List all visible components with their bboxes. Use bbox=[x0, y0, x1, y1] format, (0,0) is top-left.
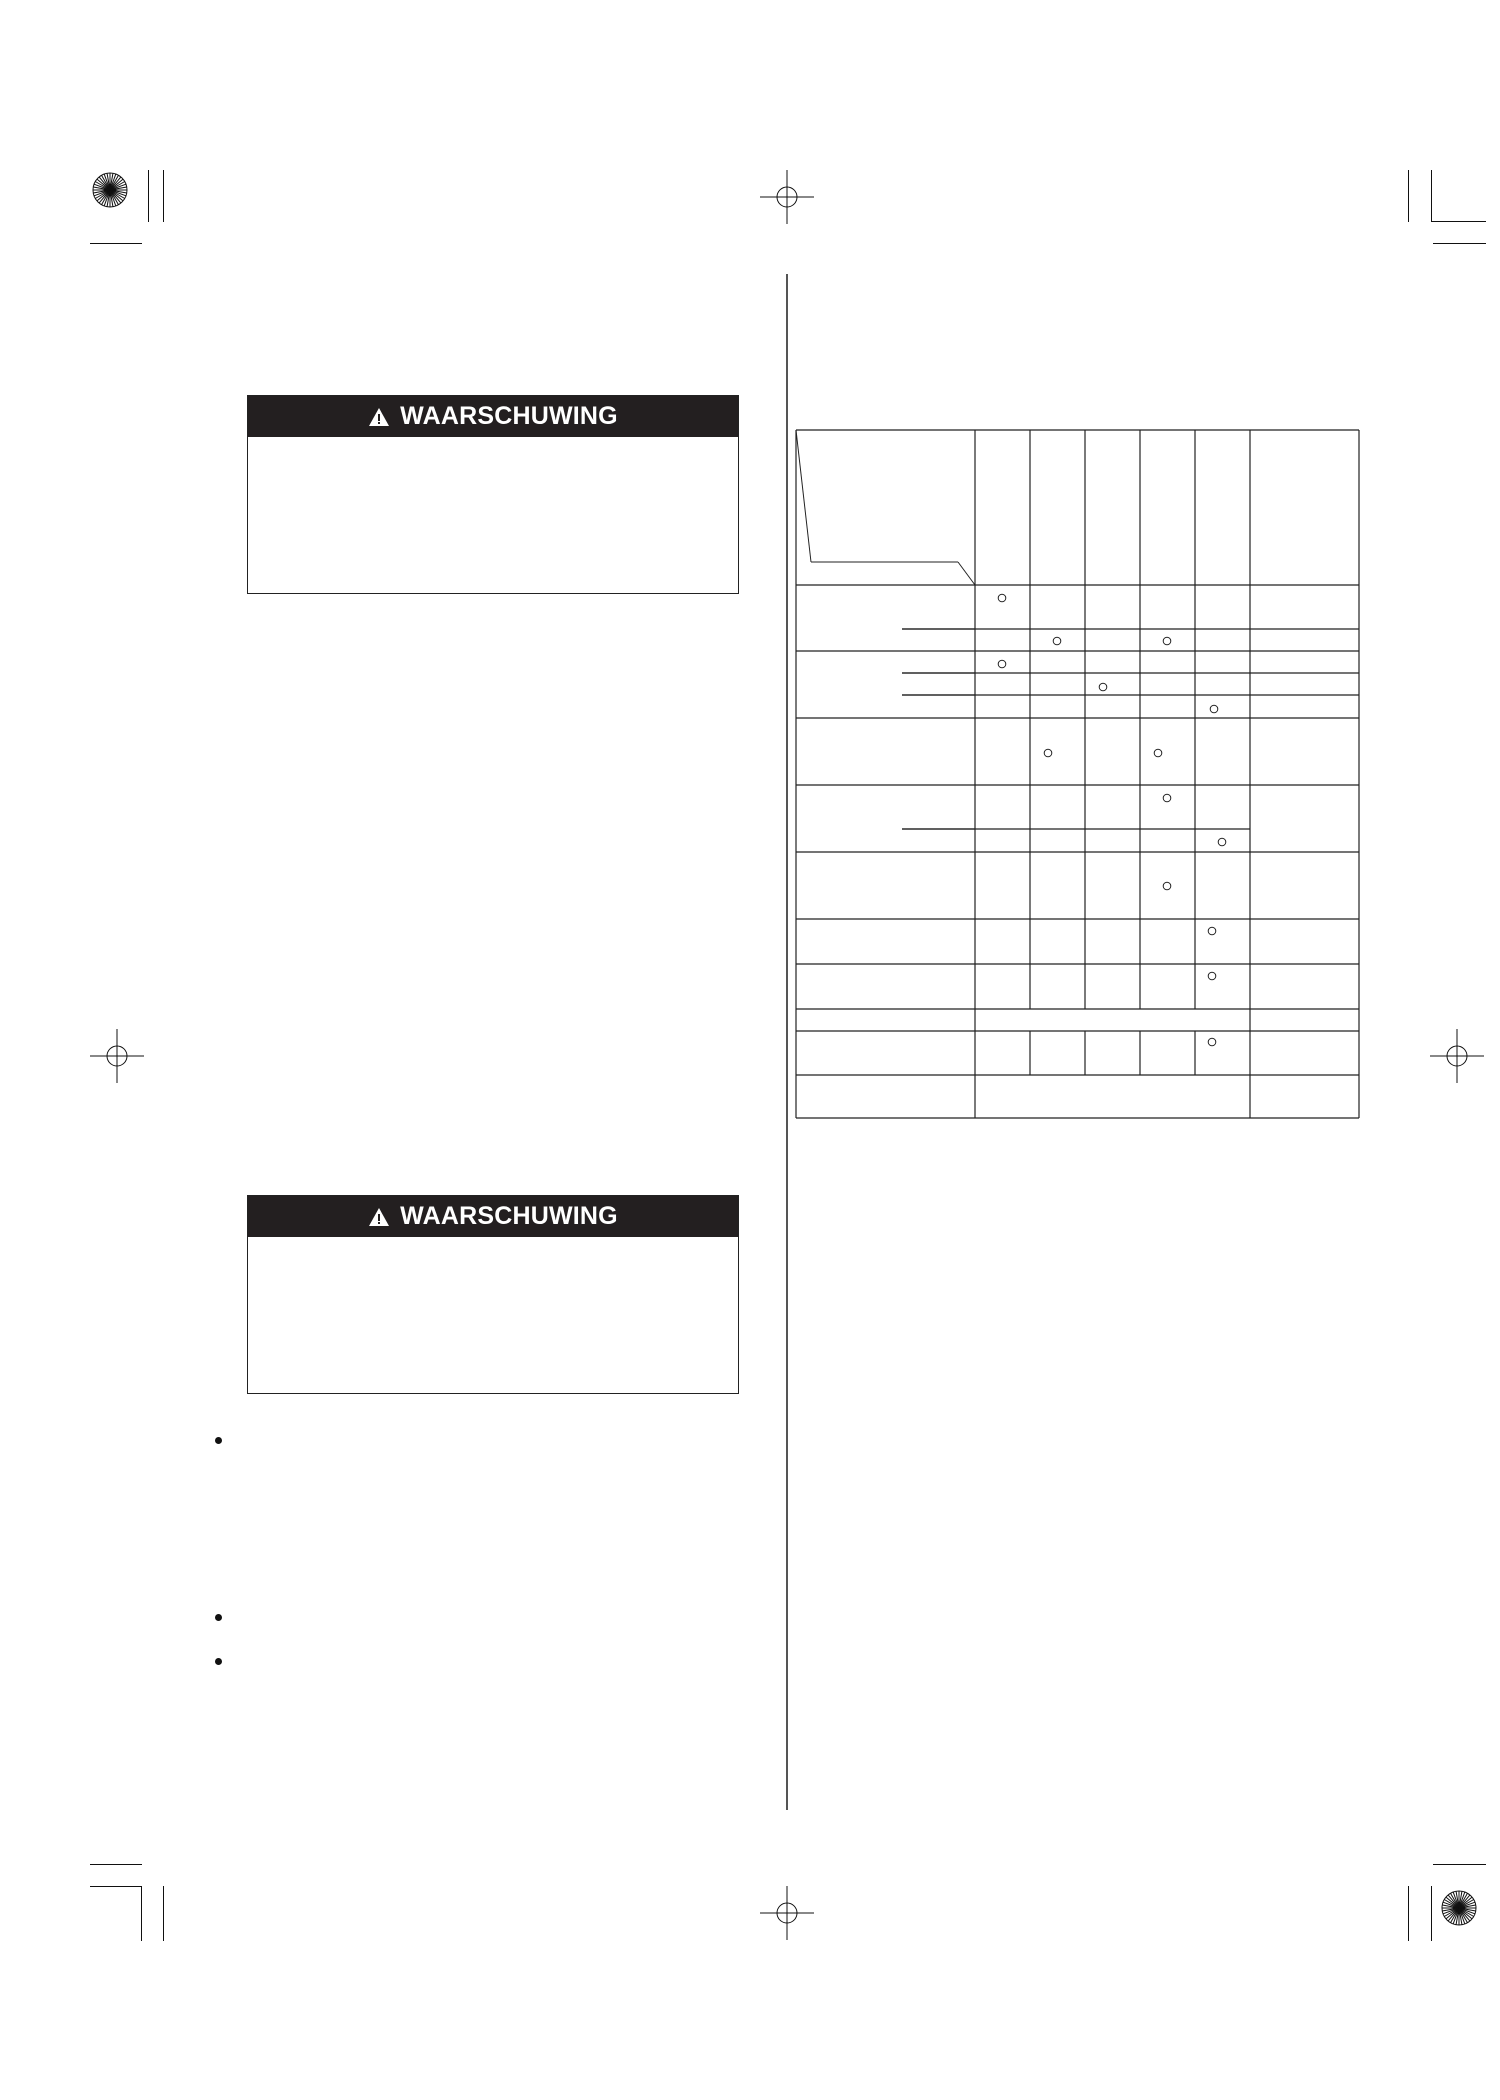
table-rule bbox=[958, 562, 975, 585]
check-mark bbox=[1208, 1038, 1216, 1046]
warning-title: WAARSCHUWING bbox=[400, 402, 618, 430]
check-mark bbox=[998, 660, 1006, 668]
check-mark bbox=[1210, 705, 1218, 713]
check-mark bbox=[1208, 927, 1216, 935]
check-mark bbox=[1163, 882, 1171, 890]
warning-title: WAARSCHUWING bbox=[400, 1202, 618, 1230]
check-mark bbox=[1099, 683, 1107, 691]
check-mark bbox=[1163, 794, 1171, 802]
check-mark bbox=[1053, 637, 1061, 645]
check-mark bbox=[1154, 749, 1162, 757]
check-mark bbox=[1044, 749, 1052, 757]
check-mark bbox=[998, 594, 1006, 602]
check-mark bbox=[1218, 838, 1226, 846]
table-rule bbox=[796, 430, 811, 562]
check-mark bbox=[1163, 637, 1171, 645]
check-mark bbox=[1208, 972, 1216, 980]
